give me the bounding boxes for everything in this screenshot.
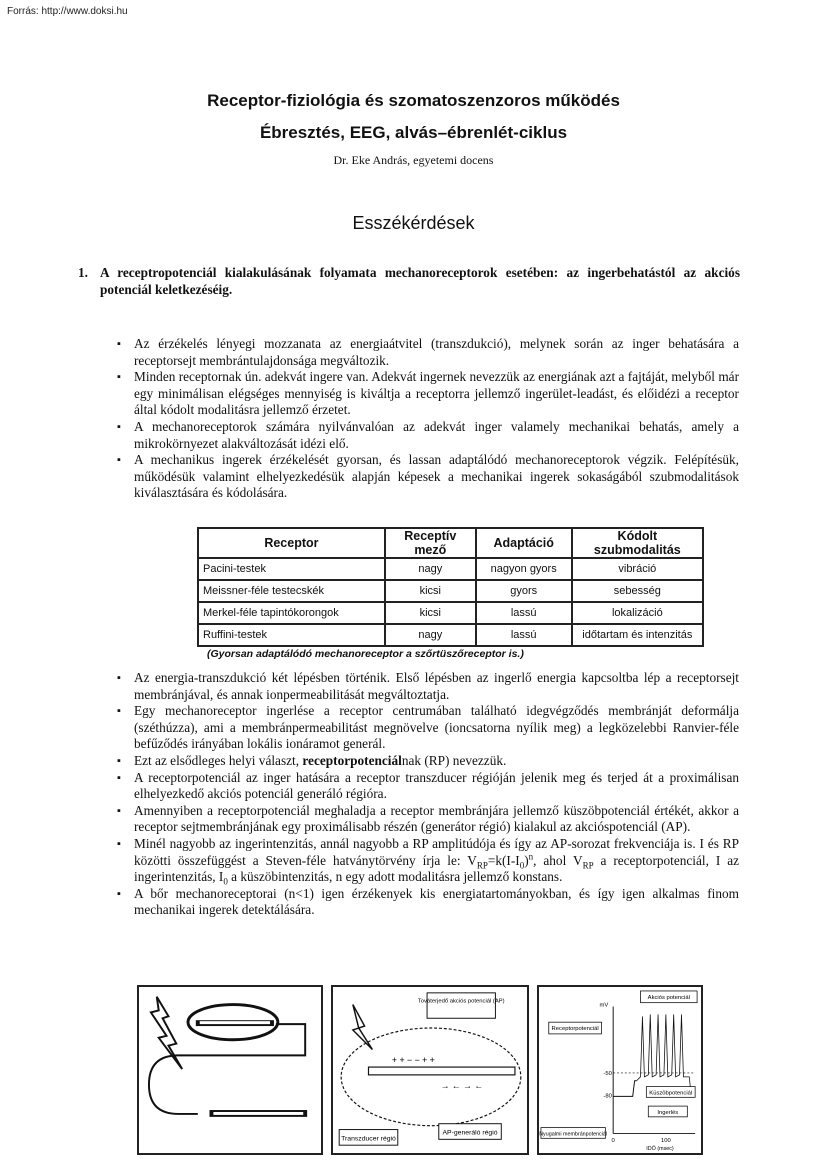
table-note: (Gyorsan adaptálódó mechanoreceptor a szőrtüszőreceptor is.) <box>207 648 524 660</box>
question-number: 1. <box>78 265 88 280</box>
label-receptor-potential: Receptorpotenciál <box>551 1025 599 1032</box>
question-1 <box>78 264 740 298</box>
potential-graph-drawing <box>539 987 701 1153</box>
x-tick-100: 100 <box>660 1138 671 1145</box>
label-ap-generator-region: AP-generáló régió <box>442 1129 498 1137</box>
list-item: ▪ A mechanoreceptorok számára nyilvánvalóan az adekvát inger valamely mechanikai behatás, amely a mikrokörnyezet alakváltozását idézi elő. <box>117 419 739 452</box>
table-header-row <box>198 528 703 558</box>
table-cell: kicsi <box>385 602 476 624</box>
table-cell: nagy <box>385 558 476 580</box>
table-cell: nagyon gyors <box>476 558 572 580</box>
page-title: Receptor-fiziológia és szomatoszenzoros működés <box>207 91 620 110</box>
subscript: 0 <box>223 876 228 887</box>
axon-segment-core <box>213 1112 303 1115</box>
list-item: ▪ A receptorpotenciál az inger hatására a receptor transzducer régióján jelenik meg és terjed át a proximálisan elhelyezkedő akciós potenciál generáló régióra. <box>117 770 739 803</box>
x-axis-label: IDŐ (msec) <box>646 1146 674 1153</box>
y-tick-80: -80 <box>603 1093 612 1100</box>
table-cell: időtartam és intenzitás <box>572 624 703 646</box>
table-row <box>198 580 703 602</box>
label-box-ap <box>427 993 495 1018</box>
table-row <box>198 624 703 646</box>
text-run: Minél nagyobb az ingerintenzitás, annál nagyobb a RP amplitúdója és így az AP-sorozat frekvenciája is. I és RP közötti összefüggést a Steven-féle hatványtörvény írja le: V <box>134 835 739 868</box>
bullet-list-1 <box>117 336 739 502</box>
list-item: ▪ Minden receptornak ún. adekvát ingere van. Adekvát ingernek nevezzük az energiának azt a fajtáját, melyből már egy minimálisan elégséges mennyiség is kiváltja a receptorra jellemző ingerület-leadást, és előidézi a receptor által kódolt modalitásra jellemző érzetet. <box>117 369 739 419</box>
nerve-fiber <box>368 1067 514 1075</box>
table-cell: Pacini-testek <box>198 558 385 580</box>
table-cell: Meissner-féle testecskék <box>198 580 385 602</box>
list-item: ▪ A bőr mechanoreceptorai (n<1) igen érzékenyek kis energiatartományokban, és így igen alkalmas finom mechanikai ingerek detektálására. <box>117 886 739 919</box>
table-cell: Ruffini-testek <box>198 624 385 646</box>
figure-receptor-regions <box>331 985 529 1155</box>
text-run: a receptorpotenciál, I az ingerintenzitás, I <box>134 852 739 885</box>
nerve-ending-core <box>200 1021 270 1024</box>
list-item: ▪ Egy mechanoreceptor ingerlése a receptor centrumában található idegvégződés membránját deformálja (széthúzza), ami a membránpermeabilitást megnövelve (ioncsatorna nyílik meg) a legközelebbi Ranvier-féle befűződés irányában lokális ionáramot generál. <box>117 703 739 753</box>
label-threshold-potential: Küszöbpotenciál <box>649 1090 693 1097</box>
receptor-schematic-drawing <box>139 987 321 1153</box>
text-run: nak (RP) nevezzük. <box>401 752 507 768</box>
table-header: Receptor <box>198 528 385 558</box>
ap-trace <box>637 1014 696 1096</box>
table-cell: nagy <box>385 624 476 646</box>
table-row <box>198 602 703 624</box>
table-header: Receptív mező <box>385 528 476 558</box>
list-item: ▪ Az érzékelés lényegi mozzanata az energiaátvitel (transzdukció), melynek során az inger behatására a receptorsejt membrántulajdonsága megváltozik. <box>117 336 739 369</box>
text-run: =k(I-I <box>487 852 520 868</box>
list-item <box>117 836 739 886</box>
text-run: ) <box>524 852 529 868</box>
figure-potential-graph <box>537 985 703 1155</box>
list-item: ▪ Az energia-transzdukció két lépésben történik. Első lépésben az ingerlő energia kapcsoltba lép a receptorsejt membránjával, és annak ionpermeabilitását megváltoztatja. <box>117 670 739 703</box>
table-header: Adaptáció <box>476 528 572 558</box>
subscript: RP <box>582 860 594 871</box>
list-item: ▪ A mechanikus ingerek érzékelését gyorsan, és lassan adaptálódó mechanoreceptorok végzik. Felépítésük, működésük valamint elhelyezkedésük alapján képesek a mechanikai ingerek sokaságából szubmodalitások kiválasztására és kódolására. <box>117 452 739 502</box>
table-cell: vibráció <box>572 558 703 580</box>
label-propagating-ap: Továterjedő akciós potenciál (AP) <box>417 998 505 1005</box>
subscript: RP <box>476 860 488 871</box>
lightning-stimulus-icon <box>151 997 182 1069</box>
list-item <box>117 753 739 770</box>
bold-term: receptorpotenciál <box>302 752 402 768</box>
subscript: 0 <box>519 860 525 871</box>
question-text: A receptropotenciál kialakulásának folyamata mechanoreceptorok esetében: az ingerbehatástól az akciós potenciál keletkezéséig. <box>100 265 740 297</box>
table-cell: kicsi <box>385 580 476 602</box>
table-cell: lassú <box>476 624 572 646</box>
bullet-list-2 <box>117 670 739 919</box>
label-stimulation: Ingerlés <box>657 1109 679 1116</box>
figure-receptor-schematic <box>137 985 323 1155</box>
table-cell: gyors <box>476 580 572 602</box>
table-row <box>198 558 703 580</box>
x-tick-0: 0 <box>611 1138 615 1145</box>
table-cell: Merkel-féle tapintókorongok <box>198 602 385 624</box>
label-resting-potential: Nyugalmi membránpotenciál <box>539 1131 608 1138</box>
y-axis-unit: mV <box>599 1002 609 1009</box>
y-tick-50: -50 <box>603 1070 612 1077</box>
list-item: ▪ Amennyiben a receptorpotenciál meghaladja a receptor membránjára jellemző küszöbpotenciál értékét, akkor a receptor sejtmembránjának egy proximálisabb részén (generátor régió) kialakul az akcióspotenciál (AP). <box>117 803 739 836</box>
table-header: Kódolt szubmodalitás <box>572 528 703 558</box>
author-line: Dr. Eke András, egyetemi docens <box>333 153 494 167</box>
receptor-table <box>197 527 704 647</box>
page-subtitle: Ébresztés, EEG, alvás–ébrenlét-ciklus <box>259 123 568 142</box>
receptor-regions-drawing <box>333 987 527 1153</box>
text-run: a küszöbintenzitás, n egy adott modalitásra jellemző konstans. <box>227 869 563 885</box>
label-action-potential: Akciós potenciál <box>647 994 690 1001</box>
table-cell: lassú <box>476 602 572 624</box>
table-cell: sebesség <box>572 580 703 602</box>
text-run: , ahol V <box>533 852 583 868</box>
ion-flow-marks-lower: → ← → ← <box>440 1080 484 1091</box>
rp-trace <box>613 1081 636 1097</box>
label-transducer-region: Transzducer régió <box>341 1135 396 1143</box>
table-cell: lokalizáció <box>572 602 703 624</box>
text-run: Ezt az elsődleges helyi választ, <box>134 752 303 768</box>
receptor-table-figure <box>197 527 704 658</box>
section-heading: Esszékérdések <box>352 213 475 233</box>
ion-flow-marks: + + − − + + <box>391 1055 435 1066</box>
lightning-stimulus-icon <box>353 1005 373 1050</box>
source-line: Forrás: http://www.doksi.hu <box>7 6 128 17</box>
superscript: n <box>528 851 534 862</box>
